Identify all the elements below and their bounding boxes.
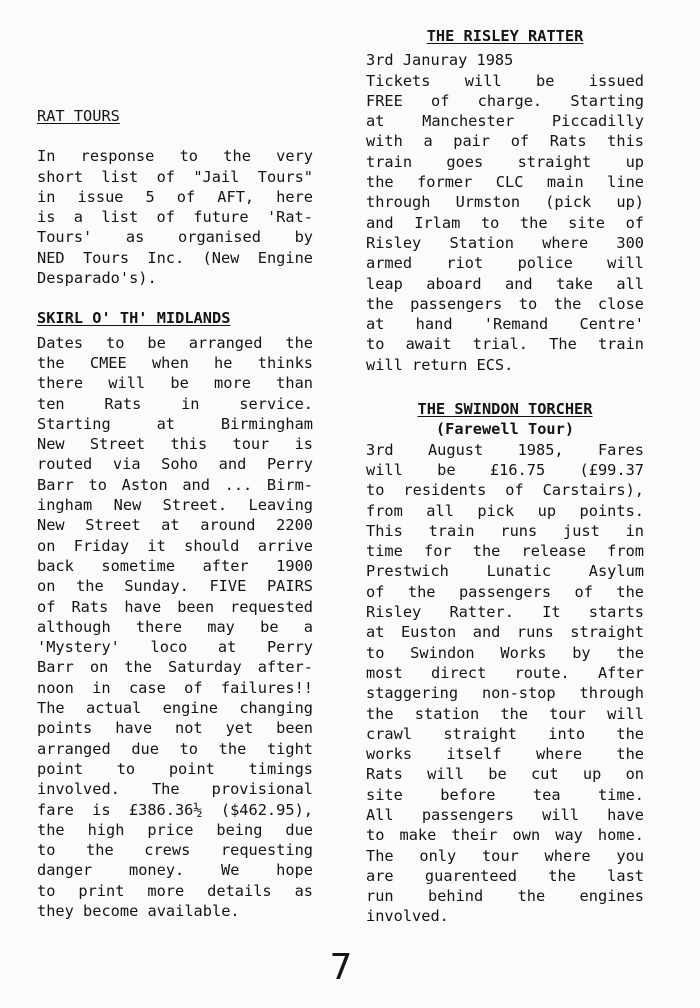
- text-line: The actual engine changing: [37, 699, 313, 718]
- text-line: The only tour where you: [366, 846, 644, 865]
- text-line: with a pair of Rats this: [366, 132, 644, 151]
- text-line: crawl straight into the: [366, 724, 644, 743]
- text-line: to residents of Carstairs),: [366, 481, 644, 500]
- text-line: short list of "Jail Tours": [37, 167, 313, 186]
- right-column: [366, 26, 644, 927]
- text-line: in issue 5 of AFT, here: [37, 187, 313, 206]
- text-line: to print more details as: [37, 881, 313, 900]
- text-line: Barr to Aston and ... Birm-: [37, 475, 313, 494]
- rat-tours-text: [37, 146, 313, 288]
- text-line: 3rd Januray 1985: [366, 51, 514, 70]
- text-line: from all pick up points.: [366, 501, 644, 520]
- swindon-torcher-text: [366, 440, 644, 927]
- text-line: Desparado's).: [37, 269, 157, 288]
- text-line: site before tea time.: [366, 785, 644, 804]
- text-line: New Street at around 2200: [37, 516, 313, 535]
- text-line: is a list of future 'Rat-: [37, 208, 313, 227]
- text-line: NED Tours Inc. (New Engine: [37, 248, 313, 267]
- text-line: FREE of charge. Starting: [366, 91, 644, 110]
- text-line: are guarenteed the last: [366, 866, 644, 885]
- text-line: Prestwich Lunatic Asylum: [366, 562, 644, 581]
- text-line: at Euston and runs straight: [366, 623, 644, 642]
- text-line: 3rd August 1985, Fares: [366, 440, 644, 459]
- text-line: All passengers will have: [366, 805, 644, 824]
- text-line: fare is £386.36½ ($462.95),: [37, 800, 313, 819]
- text-line: although there may be a: [37, 617, 313, 636]
- text-line: armed riot police will: [366, 254, 644, 273]
- text-line: train goes straight up: [366, 152, 644, 171]
- text-line: to await trial. The train: [366, 335, 644, 354]
- text-line: This train runs just in: [366, 521, 644, 540]
- swindon-torcher-subheading: (Farewell Tour): [435, 420, 575, 439]
- text-line: leap aboard and take all: [366, 274, 644, 293]
- text-line: Tickets will be issued: [366, 71, 644, 90]
- text-line: and Irlam to the site of: [366, 213, 644, 232]
- text-line: arranged due to the tight: [37, 739, 313, 758]
- text-line: will return ECS.: [366, 355, 514, 374]
- swindon-torcher-heading: THE SWINDON TORCHER: [417, 400, 593, 419]
- text-line: point to point timings: [37, 759, 313, 778]
- text-line: Tours' as organised by: [37, 228, 313, 247]
- text-line: Risley Ratter. It starts: [366, 603, 644, 622]
- text-line: on Friday it should arrive: [37, 536, 313, 555]
- text-line: will be £16.75 (£99.37: [366, 460, 644, 479]
- text-line: the CMEE when he thinks: [37, 353, 313, 372]
- text-line: the station the tour will: [366, 704, 644, 723]
- left-column: [37, 106, 313, 921]
- text-line: Risley Station where 300: [366, 233, 644, 252]
- text-line: danger money. We hope: [37, 861, 313, 880]
- text-line: noon in case of failures!!: [37, 678, 313, 697]
- text-line: ten Rats in service.: [37, 394, 313, 413]
- risley-ratter-text: [366, 50, 644, 375]
- text-line: points have not yet been: [37, 719, 313, 738]
- text-line: New Street this tour is: [37, 435, 313, 454]
- text-line: Starting at Birmingham: [37, 414, 313, 433]
- text-line: there will be more than: [37, 374, 313, 393]
- text-line: at hand 'Remand Centre': [366, 315, 644, 334]
- text-line: Dates to be arranged the: [37, 333, 313, 352]
- text-line: time for the release from: [366, 542, 644, 561]
- text-line: most direct route. After: [366, 663, 644, 682]
- text-line: Barr on the Saturday after-: [37, 658, 313, 677]
- text-line: of Rats have been requested: [37, 597, 313, 616]
- text-line: the passengers to the close: [366, 294, 644, 313]
- text-line: of the passengers of the: [366, 582, 644, 601]
- text-line: run behind the engines: [366, 887, 644, 906]
- text-line: to the crews requesting: [37, 841, 313, 860]
- rat-tours-heading: RAT TOURS: [37, 107, 120, 125]
- text-line: works itself where the: [366, 745, 644, 764]
- text-line: at Manchester Piccadilly: [366, 112, 644, 131]
- text-line: involved. The provisional: [37, 780, 313, 799]
- text-line: back sometime after 1900: [37, 556, 313, 575]
- text-line: Rats will be cut up on: [366, 765, 644, 784]
- text-line: ingham New Street. Leaving: [37, 496, 313, 515]
- text-line: routed via Soho and Perry: [37, 455, 313, 474]
- text-line: to make their own way home.: [366, 826, 644, 845]
- text-line: staggering non-stop through: [366, 684, 644, 703]
- text-line: involved.: [366, 907, 449, 926]
- text-line: they become available.: [37, 901, 240, 920]
- page-number: 7: [329, 947, 353, 988]
- text-line: to Swindon Works by the: [366, 643, 644, 662]
- risley-ratter-heading: THE RISLEY RATTER: [426, 27, 584, 45]
- text-line: the high price being due: [37, 820, 313, 839]
- text-line: the former CLC main line: [366, 173, 644, 192]
- text-line: on the Sunday. FIVE PAIRS: [37, 577, 313, 596]
- text-line: In response to the very: [37, 147, 313, 166]
- text-line: 'Mystery' loco at Perry: [37, 638, 313, 657]
- skirl-midlands-text: [37, 333, 313, 922]
- text-line: through Urmston (pick up): [366, 193, 644, 212]
- skirl-midlands-heading: SKIRL O' TH' MIDLANDS: [37, 309, 231, 328]
